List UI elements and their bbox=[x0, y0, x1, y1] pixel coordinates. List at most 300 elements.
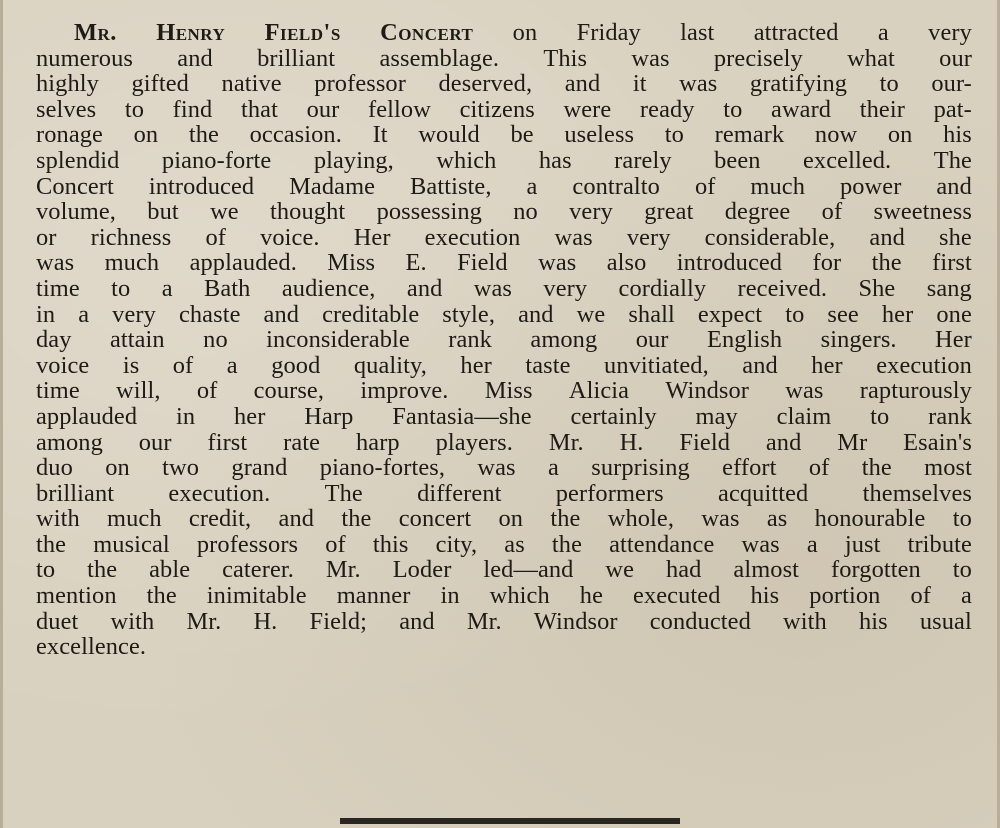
article-word: H. bbox=[619, 428, 644, 456]
article-word: pat- bbox=[933, 95, 972, 123]
article-word: excellence. bbox=[36, 633, 147, 661]
article-word: the bbox=[341, 505, 372, 533]
article-word: to bbox=[664, 121, 684, 149]
article-word: most bbox=[924, 454, 972, 482]
article-line bbox=[36, 122, 972, 148]
article-word: last bbox=[680, 19, 715, 46]
article-word: performers bbox=[555, 479, 664, 507]
article-word: introduced bbox=[676, 249, 783, 277]
article-line bbox=[36, 148, 972, 174]
article-word: audience, bbox=[281, 274, 376, 302]
article-word: may bbox=[695, 402, 738, 430]
article-word: sang bbox=[926, 274, 972, 302]
article-word: among bbox=[36, 428, 103, 456]
article-word: able bbox=[149, 556, 191, 584]
article-word: Esain's bbox=[903, 428, 972, 456]
article-word: ronage bbox=[36, 121, 103, 149]
article-word: rarely bbox=[614, 146, 672, 174]
article-word: assemblage. bbox=[379, 44, 500, 72]
article-word: in bbox=[175, 402, 196, 430]
article-word: in bbox=[36, 300, 56, 328]
article-word: to bbox=[36, 556, 56, 584]
article-word: just bbox=[844, 530, 881, 558]
article-word: good bbox=[271, 351, 321, 379]
article-word: time bbox=[36, 274, 80, 302]
article-word: duo bbox=[36, 454, 73, 482]
article-word: selves bbox=[36, 95, 97, 123]
article-word: cordially bbox=[618, 274, 707, 302]
article-line bbox=[36, 481, 972, 507]
article-word: effort bbox=[722, 454, 777, 482]
article-word: contralto bbox=[572, 172, 660, 200]
article-word: to bbox=[952, 556, 972, 584]
article-word: with bbox=[110, 607, 155, 635]
article-body bbox=[36, 20, 972, 660]
article-word: Field bbox=[679, 428, 730, 456]
article-word: almost bbox=[733, 556, 800, 584]
article-word: Fantasia—she bbox=[392, 402, 532, 430]
article-word: Mr. bbox=[186, 607, 222, 635]
article-word: see bbox=[827, 300, 859, 328]
article-word: that bbox=[240, 95, 278, 123]
article-word: was bbox=[538, 249, 577, 277]
article-word: much bbox=[107, 505, 162, 533]
article-word: piano-forte bbox=[161, 146, 272, 174]
article-word: This bbox=[543, 44, 588, 72]
article-line bbox=[36, 327, 972, 353]
article-word: shall bbox=[628, 300, 675, 328]
article-word: her bbox=[460, 351, 492, 379]
article-word: credit, bbox=[188, 505, 252, 533]
article-word: taste bbox=[525, 351, 571, 379]
article-word: certainly bbox=[570, 402, 657, 430]
article-word: Henry bbox=[156, 19, 226, 46]
article-word: to bbox=[124, 95, 145, 123]
article-word: our bbox=[635, 326, 669, 354]
article-word: with bbox=[783, 607, 827, 635]
article-word: her bbox=[811, 351, 843, 379]
article-word: Concert bbox=[36, 172, 114, 200]
article-word: H. bbox=[253, 607, 278, 635]
article-word: a bbox=[526, 172, 538, 200]
article-word: attendance bbox=[609, 530, 715, 558]
article-word: possessing bbox=[376, 198, 482, 226]
article-word: which bbox=[489, 582, 550, 610]
article-word: considerable, bbox=[704, 223, 836, 251]
article-word: one bbox=[936, 300, 972, 328]
article-word: execution bbox=[876, 351, 972, 379]
article-word: rapturously bbox=[859, 377, 972, 405]
article-word: different bbox=[417, 479, 502, 507]
article-word: and bbox=[869, 223, 905, 251]
article-word: as bbox=[504, 530, 525, 558]
article-word: of bbox=[325, 530, 346, 558]
article-word: was bbox=[554, 223, 593, 251]
article-word: Harp bbox=[304, 402, 354, 430]
article-word: Loder bbox=[392, 556, 452, 584]
article-word: the bbox=[551, 530, 583, 558]
article-line bbox=[36, 225, 972, 251]
article-word: execution. bbox=[168, 479, 271, 507]
article-word: of bbox=[196, 377, 218, 405]
article-word: citizens bbox=[459, 95, 535, 123]
article-word: remark bbox=[714, 121, 785, 149]
article-word: Mr. bbox=[325, 556, 361, 584]
article-word: a bbox=[161, 274, 173, 302]
article-word: acquitted bbox=[718, 479, 809, 507]
article-word: on bbox=[512, 19, 538, 46]
article-word: now bbox=[814, 121, 858, 149]
article-word: this bbox=[372, 530, 409, 558]
article-word: Madame bbox=[289, 172, 376, 200]
article-word: professor bbox=[314, 70, 406, 98]
article-word: and bbox=[406, 274, 443, 302]
article-word: award bbox=[771, 95, 832, 123]
article-word: highly bbox=[36, 70, 99, 98]
article-word: mention bbox=[36, 582, 117, 610]
article-word: the bbox=[188, 121, 219, 149]
article-word: a bbox=[226, 351, 238, 379]
article-word: his bbox=[858, 607, 888, 635]
article-word: our bbox=[138, 428, 172, 456]
article-word: harp bbox=[355, 428, 400, 456]
article-word: our- bbox=[931, 70, 972, 98]
article-line bbox=[36, 532, 972, 558]
article-word: manner bbox=[336, 582, 411, 610]
article-word: which bbox=[436, 146, 497, 174]
article-word: grand bbox=[231, 454, 288, 482]
article-word: on bbox=[887, 121, 913, 149]
article-word: attracted bbox=[753, 19, 839, 46]
article-word: very bbox=[626, 223, 671, 251]
article-word: has bbox=[538, 146, 572, 174]
article-line bbox=[36, 174, 972, 200]
article-word: caterer. bbox=[222, 556, 294, 584]
article-word: to bbox=[785, 300, 805, 328]
article-line bbox=[36, 557, 972, 583]
article-line bbox=[36, 276, 972, 302]
article-word: quality, bbox=[353, 351, 427, 379]
article-word: rate bbox=[283, 428, 321, 456]
article-word: we bbox=[210, 198, 239, 226]
article-word: great bbox=[644, 198, 694, 226]
article-line bbox=[36, 506, 972, 532]
article-word: course, bbox=[253, 377, 325, 405]
article-word: very bbox=[543, 274, 588, 302]
article-word: first bbox=[932, 249, 972, 277]
article-word: time bbox=[36, 377, 80, 405]
article-line bbox=[36, 199, 972, 225]
article-word: his bbox=[943, 121, 972, 149]
article-word: of bbox=[821, 198, 843, 226]
article-word: fellow bbox=[368, 95, 431, 123]
article-word: musical bbox=[93, 530, 170, 558]
article-word: to bbox=[952, 505, 972, 533]
article-word: Mr bbox=[837, 428, 868, 456]
article-word: singers. bbox=[820, 326, 897, 354]
article-word: Miss bbox=[327, 249, 376, 277]
article-word: she bbox=[939, 223, 972, 251]
article-word: concert bbox=[398, 505, 472, 533]
article-word: the bbox=[871, 249, 902, 277]
article-word: excelled. bbox=[803, 146, 892, 174]
article-word: find bbox=[172, 95, 213, 123]
article-word: attain bbox=[109, 326, 165, 354]
article-word: brilliant bbox=[257, 44, 336, 72]
article-word: splendid bbox=[36, 146, 120, 174]
article-word: a bbox=[806, 530, 818, 558]
article-word: playing, bbox=[313, 146, 394, 174]
article-word: a bbox=[78, 300, 90, 328]
article-word: Mr. bbox=[548, 428, 584, 456]
article-word: duet bbox=[36, 607, 79, 635]
article-word: and bbox=[765, 428, 802, 456]
article-word: players. bbox=[435, 428, 513, 456]
page-edge-left bbox=[0, 0, 3, 828]
article-word: a bbox=[877, 19, 889, 46]
article-word: her bbox=[233, 402, 266, 430]
article-word: inconsiderable bbox=[266, 326, 410, 354]
article-word: thought bbox=[270, 198, 346, 226]
article-word: much bbox=[104, 249, 160, 277]
article-word: Mr. bbox=[466, 607, 502, 635]
article-word: received. bbox=[737, 274, 828, 302]
article-word: useless bbox=[564, 121, 635, 149]
article-word: to bbox=[723, 95, 743, 123]
article-word: and bbox=[564, 70, 601, 98]
article-word: volume, bbox=[36, 198, 116, 226]
article-word: very bbox=[112, 300, 156, 328]
article-word: applauded. bbox=[189, 249, 297, 277]
article-word: creditable bbox=[322, 300, 420, 328]
article-word: for bbox=[812, 249, 842, 277]
article-word: their bbox=[859, 95, 905, 123]
article-word: the bbox=[146, 582, 177, 610]
article-word: The bbox=[933, 146, 972, 174]
article-word: She bbox=[858, 274, 896, 302]
article-word: he bbox=[579, 582, 604, 610]
article-word: what bbox=[847, 44, 895, 72]
article-word: a bbox=[547, 454, 559, 482]
article-word: and bbox=[742, 351, 778, 379]
article-line bbox=[36, 250, 972, 276]
article-word: on bbox=[133, 121, 159, 149]
article-word: no bbox=[513, 198, 538, 226]
article-word: of bbox=[205, 223, 226, 251]
article-word: was bbox=[741, 530, 780, 558]
article-word: rank bbox=[448, 326, 492, 354]
article-word: in bbox=[440, 582, 460, 610]
article-word: and bbox=[177, 44, 213, 72]
article-word: introduced bbox=[148, 172, 255, 200]
article-word: Alicia bbox=[568, 377, 630, 405]
article-word: city, bbox=[435, 530, 478, 558]
article-word: brilliant bbox=[36, 479, 115, 507]
article-word: a bbox=[961, 582, 972, 610]
article-word: native bbox=[221, 70, 282, 98]
article-line bbox=[36, 404, 972, 430]
article-word: chaste bbox=[178, 300, 241, 328]
article-word: the bbox=[550, 505, 581, 533]
article-word: and bbox=[278, 505, 315, 533]
article-word: and bbox=[936, 172, 972, 200]
article-word: forgotten bbox=[830, 556, 921, 584]
article-word: was bbox=[679, 70, 718, 98]
article-line bbox=[36, 46, 972, 72]
section-divider-rule bbox=[340, 818, 680, 824]
article-line bbox=[36, 71, 972, 97]
article-line bbox=[36, 353, 972, 379]
article-word: we bbox=[605, 556, 635, 584]
article-word: conducted bbox=[649, 607, 751, 635]
article-line bbox=[36, 378, 972, 404]
article-word: to bbox=[870, 402, 890, 430]
article-word: expect bbox=[697, 300, 763, 328]
article-word: occasion. bbox=[249, 121, 342, 149]
article-word: our bbox=[306, 95, 340, 123]
article-word: with bbox=[36, 505, 80, 533]
article-word: voice bbox=[36, 351, 90, 379]
article-word: power bbox=[839, 172, 902, 200]
article-word: The bbox=[324, 479, 363, 507]
article-line bbox=[36, 430, 972, 456]
article-word: Field's bbox=[264, 19, 341, 46]
article-word: gratifying bbox=[749, 70, 848, 98]
article-word: his bbox=[750, 582, 780, 610]
article-word: of bbox=[172, 351, 194, 379]
article-word: her bbox=[881, 300, 914, 328]
article-word: honourable bbox=[814, 505, 926, 533]
article-word: voice. bbox=[260, 223, 320, 251]
article-word: was bbox=[477, 454, 516, 482]
article-word: Battiste, bbox=[410, 172, 492, 200]
article-word: would bbox=[418, 121, 480, 149]
article-word: very bbox=[569, 198, 613, 226]
article-line bbox=[36, 20, 972, 46]
article-word: was bbox=[631, 44, 670, 72]
article-word: be bbox=[510, 121, 534, 149]
article-word: it bbox=[632, 70, 647, 98]
article-word: much bbox=[750, 172, 806, 200]
article-word: portion bbox=[809, 582, 881, 610]
article-word: piano-fortes, bbox=[319, 454, 446, 482]
article-word: It bbox=[372, 121, 388, 149]
article-word: Mr. bbox=[74, 19, 117, 46]
article-word: richness bbox=[90, 223, 172, 251]
article-word: is bbox=[122, 351, 140, 379]
article-word: two bbox=[162, 454, 200, 482]
article-word: themselves bbox=[862, 479, 972, 507]
article-word: improve. bbox=[360, 377, 449, 405]
article-word: tribute bbox=[907, 530, 972, 558]
article-word: had bbox=[665, 556, 702, 584]
article-word: first bbox=[207, 428, 248, 456]
article-word: of bbox=[910, 582, 932, 610]
article-word: Field bbox=[457, 249, 508, 277]
article-word: executed bbox=[633, 582, 721, 610]
article-word: Her bbox=[353, 223, 391, 251]
article-word: applauded bbox=[36, 402, 138, 430]
article-word: Friday bbox=[576, 19, 641, 46]
article-line bbox=[36, 455, 972, 481]
article-word: Field; bbox=[309, 607, 368, 635]
article-word: day bbox=[36, 326, 72, 354]
article-word: the bbox=[861, 454, 892, 482]
article-line bbox=[36, 634, 972, 660]
article-word: inimitable bbox=[206, 582, 307, 610]
article-word: surprising bbox=[591, 454, 690, 482]
article-word: the bbox=[36, 530, 67, 558]
article-word: our bbox=[939, 44, 972, 72]
article-word: Windsor bbox=[533, 607, 618, 635]
article-word: the bbox=[87, 556, 118, 584]
article-word: whole, bbox=[607, 505, 675, 533]
article-word: numerous bbox=[36, 44, 133, 72]
article-word: style, bbox=[442, 300, 496, 328]
article-word: English bbox=[706, 326, 783, 354]
article-word: to bbox=[111, 274, 131, 302]
article-word: of bbox=[694, 172, 716, 200]
article-line bbox=[36, 97, 972, 123]
article-word: execution bbox=[424, 223, 521, 251]
article-word: also bbox=[606, 249, 647, 277]
article-word: and bbox=[263, 300, 300, 328]
article-word: E. bbox=[405, 249, 427, 277]
article-word: but bbox=[147, 198, 179, 226]
article-word: degree bbox=[724, 198, 791, 226]
article-line bbox=[36, 302, 972, 328]
article-word: very bbox=[928, 19, 972, 46]
article-word: will, bbox=[116, 377, 161, 405]
article-word: unvitiated, bbox=[604, 351, 709, 379]
article-line bbox=[36, 609, 972, 635]
article-word: was bbox=[36, 249, 75, 277]
article-line bbox=[36, 583, 972, 609]
article-word: and bbox=[399, 607, 435, 635]
article-word: rank bbox=[928, 402, 972, 430]
article-word: on bbox=[105, 454, 130, 482]
article-word: of bbox=[808, 454, 830, 482]
article-word: was bbox=[701, 505, 740, 533]
article-word: ready bbox=[639, 95, 695, 123]
article-word: been bbox=[714, 146, 761, 174]
article-word: and bbox=[518, 300, 554, 328]
article-word: were bbox=[563, 95, 612, 123]
article-word: Concert bbox=[380, 19, 474, 46]
article-word: Bath bbox=[204, 274, 251, 302]
article-word: among bbox=[530, 326, 598, 354]
article-word: no bbox=[203, 326, 228, 354]
article-word: led—and bbox=[483, 556, 574, 584]
article-word: usual bbox=[919, 607, 972, 635]
article-word: precisely bbox=[713, 44, 803, 72]
article-word: Her bbox=[935, 326, 972, 354]
article-word: on bbox=[498, 505, 524, 533]
article-word: sweetness bbox=[873, 198, 972, 226]
article-word: Windsor bbox=[665, 377, 750, 405]
article-word: as bbox=[766, 505, 788, 533]
article-word: was bbox=[473, 274, 513, 302]
article-word: claim bbox=[776, 402, 832, 430]
article-word: was bbox=[785, 377, 824, 405]
article-word: Miss bbox=[484, 377, 533, 405]
article-word: deserved, bbox=[438, 70, 533, 98]
article-word: gifted bbox=[131, 70, 189, 98]
article-word: we bbox=[576, 300, 606, 328]
article-word: professors bbox=[196, 530, 299, 558]
article-word: to bbox=[879, 70, 899, 98]
article-word: or bbox=[36, 223, 57, 251]
